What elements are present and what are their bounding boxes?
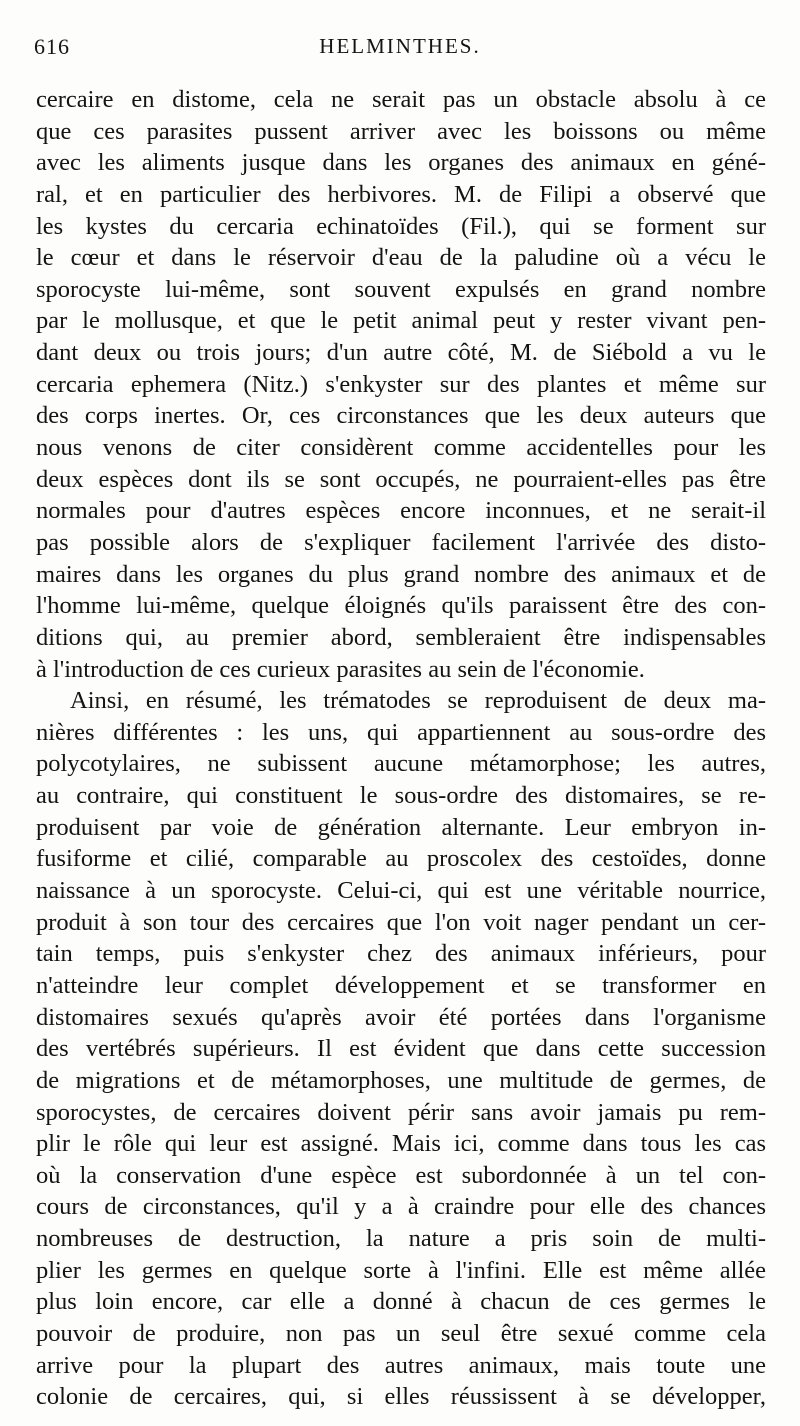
running-title: HELMINTHES. [319,34,481,58]
text-line: que ces parasites pussent arriver avec les boissons ou même [36,117,766,145]
text-line: des corps inertes. Or, ces circonstances que les deux auteurs que [36,402,766,430]
text-line: nières différentes : les uns, qui appartiennent au sous-ordre des [36,718,766,746]
text-line: les kystes du cercaria echinatoïdes (Fil.), qui se forment sur [36,212,766,240]
text-line: tain temps, puis s'enkyster chez des animaux inférieurs, pour [36,940,766,968]
text-line: fusiforme et cilié, comparable au proscolex des cestoïdes, donne [36,845,766,873]
text-line: de migrations et de métamorphoses, une multitude de germes, de [36,1066,766,1094]
text-line: pouvoir de produire, non pas un seul être sexué comme cela [36,1319,766,1347]
text-line: sporocystes, de cercaires doivent périr sans avoir jamais pu rem- [36,1098,766,1126]
text-line-paragraph-start: Ainsi, en résumé, les trématodes se reproduisent de deux ma- [70,687,766,715]
page-number: 616 [34,34,70,59]
text-line: nous venons de citer considèrent comme accidentelles pour les [36,434,766,462]
text-line: cours de circonstances, qu'il y a à craindre pour elle des chances [36,1193,766,1221]
text-line: dant deux ou trois jours; d'un autre côté, M. de Siébold a vu le [36,339,766,367]
text-line: ditions qui, au premier abord, sembleraient être indispensables [36,623,766,651]
text-line: maires dans les organes du plus grand nombre des animaux et de [36,560,766,588]
page-header [34,34,766,64]
text-line: cercaria ephemera (Nitz.) s'enkyster sur des plantes et même sur [36,370,766,398]
body-text [36,84,766,1413]
text-line-paragraph-end: à l'introduction de ces curieux parasites au sein de l'économie. [36,655,645,683]
text-line: sporocyste lui-même, sont souvent expulsés en grand nombre [36,275,766,303]
text-line: produit à son tour des cercaires que l'on voit nager pendant un cer- [36,908,766,936]
text-line: produisent par voie de génération alternante. Leur embryon in- [36,813,766,841]
text-line: ral, et en particulier des herbivores. M. de Filipi a observé que [36,180,766,208]
text-line: naissance à un sporocyste. Celui-ci, qui est une véritable nourrice, [36,877,766,905]
text-line: par le mollusque, et que le petit animal peut y rester vivant pen- [36,307,766,335]
text-line: nombreuses de destruction, la nature a pris soin de multi- [36,1225,766,1253]
text-line: plier les germes en quelque sorte à l'infini. Elle est même allée [36,1256,766,1284]
text-line: n'atteindre leur complet développement et se transformer en [36,971,766,999]
text-line: pas possible alors de s'expliquer facilement l'arrivée des disto- [36,528,766,556]
text-line: colonie de cercaires, qui, si elles réussissent à se développer, [36,1383,766,1411]
text-line: l'homme lui-même, quelque éloignés qu'ils paraissent être des con- [36,592,766,620]
text-line: le cœur et dans le réservoir d'eau de la paludine où a vécu le [36,244,766,272]
text-line: distomaires sexués qu'après avoir été portées dans l'organisme [36,1003,766,1031]
text-line: des vertébrés supérieurs. Il est évident que dans cette succession [36,1035,766,1063]
text-line: polycotylaires, ne subissent aucune métamorphose; les autres, [36,750,766,778]
text-line: avec les aliments jusque dans les organes des animaux en géné- [36,149,766,177]
text-line: deux espèces dont ils se sont occupés, ne pourraient-elles pas être [36,465,766,493]
text-line: plus loin encore, car elle a donné à chacun de ces germes le [36,1288,766,1316]
text-line: arrive pour la plupart des autres animaux, mais toute une [36,1351,766,1379]
text-line: cercaire en distome, cela ne serait pas un obstacle absolu à ce [36,86,766,113]
text-line: normales pour d'autres espèces encore inconnues, et ne serait-il [36,497,766,525]
text-line: au contraire, qui constituent le sous-ordre des distomaires, se re- [36,782,766,810]
text-line: où la conservation d'une espèce est subordonnée à un tel con- [36,1161,766,1189]
text-line: plir le rôle qui leur est assigné. Mais ici, comme dans tous les cas [36,1130,766,1158]
